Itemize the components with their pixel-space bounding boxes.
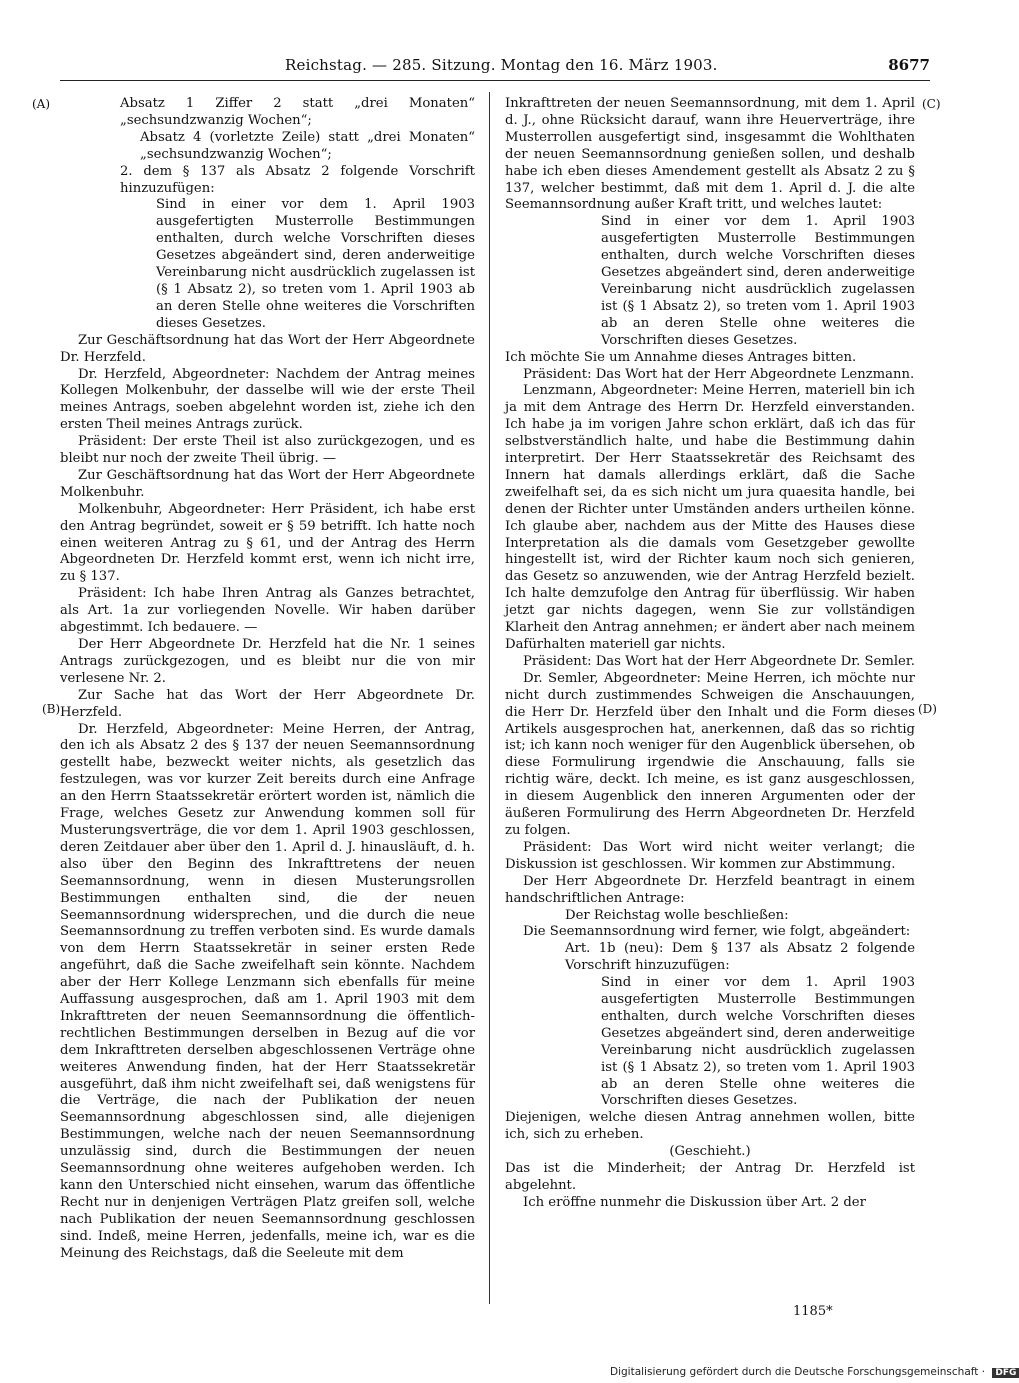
paragraph: Zur Geschäftsordnung hat das Wort der Herr Abgeordnete Molkenbuhr. bbox=[60, 467, 475, 500]
speech-herzfeld: Dr. Herzfeld, Abgeordneter: Meine Herren, der Antrag, den ich als Absatz 2 des § 137 der neuen Seemannsordnung gestellt habe, bezweckt weiter nichts, als gesetzlich das festzulegen, was vor kurzer Zeit bereits durch eine Anfrage an den Herrn Staatssekretär erörtert worden ist, nämlich die Frage, welches Gesetz zur Anwendung kommen soll für Musterungsverträge, die vor dem 1. April 1903 geschlossen, deren Zeitdauer aber über den 1. April d. J. hinausläuft, d. h. also über den Beginn des Inkrafttretens der neuen Seemannsordnung, wenn in diesen Musterungsrollen Bestimmungen enthalten sind, die der neuen Seemannsordnung widersprechen, und die durch die neue Seemannsordnung zu treffen verboten sind. Es wurde damals von dem Herrn Staatssekretär in seiner ersten Rede angeführt, daß die Sache zweifelhaft sein könnte. Nachdem aber der Herr Kollege Lenzmann sich ebenfalls für meine Auffassung ausgesprochen, daß am 1. April 1903 mit dem Inkrafttreten der neuen Seemannsordnung die öffentlich-rechtlichen Bestimmungen derselben in Bezug auf die vor dem Inkrafttreten derselben abgeschlossenen Verträge ohne weiteres Anwendung finden, hat der Herr Staatssekretär ausgeführt, daß ihm nicht zweifelhaft sei, daß wenigstens für die Verträge, die nach der Publikation der neuen Seemannsordnung abgeschlossen sind, alle diejenigen Bestimmungen, welche nach der neuen Seemannsordnung unzulässig sind, durch die Bestimmungen der neuen Seemannsordnung ohne weiteres aufgehoben werden. Ich kann den Unterschied nicht einsehen, warum das öffentliche Recht nur in denjenigen Verträgen Platz greifen soll, welche nach Publikation der neuen Seemannsordnung geschlossen sind. Indeß, meine Herren, jedenfalls, meine ich, war es die Meinung des Reichstags, daß die Seeleute mit dem bbox=[60, 721, 475, 1261]
speech-lenzmann: Lenzmann, Abgeordneter: Meine Herren, materiell bin ich ja mit dem Antrage des Herrn Dr. Herzfeld einverstanden. Ich habe ja im vorigen Jahre schon erklärt, daß ich das für selbstverständlich halte, und habe die Bestimmung dahin interpretirt. Der Herr Staatssekretär des Reichsamt des Innern hat damals allerdings erklärt, daß die Sache zweifelhaft sei, da es sich nicht um jura quaesita handle, bei denen der Richter unter Umständen anders urtheilen könne. Ich glaube aber, nachdem aus der Mitte des Hauses diese Interpretation als die damals vom Gesetzgeber gewollte hingestellt ist, wird der Richter kaum noch sich genieren, das Gesetz so anzuwenden, wie der Antrag Herzfeld bezielt. Ich halte demzufolge den Antrag für überflüssig. Wir haben jetzt gar nichts dagegen, wenn Sie zur vollständigen Klarheit den Antrag annehmen; er ändert aber nach meinem Dafürhalten materiell gar nichts. bbox=[505, 383, 915, 652]
speech-president: Präsident: Das Wort hat der Herr Abgeordnete Dr. Semler. bbox=[523, 653, 915, 669]
column-divider bbox=[489, 92, 490, 1304]
right-column bbox=[505, 96, 915, 1212]
speech-herzfeld: Dr. Herzfeld, Abgeordneter: Nachdem der Antrag meines Kollegen Molkenbuhr, der dasselbe will wie der erste Theil meines Antrags, soeben abgelehnt worden ist, ziehe ich den ersten Theil meines Antrags zurück. bbox=[60, 366, 475, 433]
margin-mark-b: (B) bbox=[42, 702, 61, 716]
paragraph: Der Herr Abgeordnete Dr. Herzfeld hat die Nr. 1 seines Antrags zurückgezogen, und es bleibt nur die von mir verlesene Nr. 2. bbox=[60, 637, 475, 686]
paragraph: Inkrafttreten der neuen Seemannsordnung, mit dem 1. April d. J., ohne Rücksicht darauf, wann ihre Heuerverträge, ihre Musterrollen ausgefertigt sind, insgesammt die Wohlthaten der neuen Seemannsordnung genießen sollen, und deshalb habe ich eben dieses Amendement gestellt als Absatz 2 zu § 137, welcher bestimmt, daß mit dem 1. April d. J. die alte Seemannsordnung außer Kraft tritt, und welches lautet: bbox=[505, 96, 915, 213]
margin-mark-d: (D) bbox=[918, 702, 937, 716]
paragraph: Der Herr Abgeordnete Dr. Herzfeld beantragt in einem handschriftlichen Antrage: bbox=[505, 873, 915, 906]
speech-semler: Dr. Semler, Abgeordneter: Meine Herren, ich möchte nur nicht durch zustimmendes Schweigen die Anschauungen, die Herr Dr. Herzfeld über den Inhalt und die Form dieses Artikels ausgesprochen hat, anerkennen, daß das so richtig ist; ich kann noch weniger für den Augenblick übersehen, ob diese Formulirung irgendwie die Anschauung, falls sie richtig wäre, deckt. Ich meine, es ist ganz ausgeschlossen, in diesem Augenblick den inneren Argumenten oder der äußeren Formulirung des Herrn Abgeordneten Dr. Herzfeld zu folgen. bbox=[505, 670, 915, 838]
speech-president: Präsident: Das Wort wird nicht weiter verlangt; die Diskussion ist geschlossen. Wir kommen zur Abstimmung. bbox=[505, 839, 915, 872]
paragraph: Absatz 1 Ziffer 2 statt „drei Monaten“ „sechsundzwanzig Wochen“; bbox=[120, 96, 475, 128]
quoted-provision: Sind in einer vor dem 1. April 1903 ausgefertigten Musterrolle Bestimmungen enthalten, durch welche Vorschriften dieses Gesetzes abgeändert sind, deren anderweitige Vereinbarung nicht ausdrücklich zugelassen ist (§ 1 Absatz 2), so treten vom 1. April 1903 ab an deren Stelle ohne weiteres die Vorschriften dieses Gesetzes. bbox=[601, 214, 915, 348]
margin-mark-c: (C) bbox=[922, 97, 941, 111]
left-column bbox=[60, 96, 475, 1263]
motion-article: Art. 1b (neu): Dem § 137 als Absatz 2 folgende Vorschrift hinzuzufügen: bbox=[565, 941, 915, 974]
paragraph: Das ist die Minderheit; der Antrag Dr. Herzfeld ist abgelehnt. bbox=[505, 1161, 915, 1193]
paragraph: Ich möchte Sie um Annahme dieses Antrages bitten. bbox=[505, 349, 857, 365]
paragraph: Zur Sache hat das Wort der Herr Abgeordnete Dr. Herzfeld. bbox=[60, 687, 475, 720]
quoted-provision: Sind in einer vor dem 1. April 1903 ausgefertigten Musterrolle Bestimmungen enthalten, durch welche Vorschriften dieses Gesetzes abgeändert sind, deren anderweitige Vereinbarung nicht ausdrücklich zugelassen ist (§ 1 Absatz 2), so treten vom 1. April 1903 ab an deren Stelle ohne weiteres die Vorschriften dieses Gesetzes. bbox=[601, 975, 915, 1109]
page-number: 8677 bbox=[888, 56, 930, 74]
paragraph: Absatz 4 (vorletzte Zeile) statt „drei Monaten“ „sechsundzwanzig Wochen“; bbox=[140, 129, 475, 162]
paragraph: Diejenigen, welche diesen Antrag annehmen wollen, bitte ich, sich zu erheben. bbox=[505, 1110, 915, 1143]
speech-president: Präsident: Ich habe Ihren Antrag als Ganzes betrachtet, als Art. 1a zur vorliegenden Novelle. Wir haben darüber abgestimmt. Ich bedauere. — bbox=[60, 586, 475, 636]
paragraph: Ich eröffne nunmehr die Diskussion über Art. 2 der bbox=[523, 1194, 866, 1210]
header-title: Reichstag. — 285. Sitzung. Montag den 16. März 1903. bbox=[285, 56, 718, 74]
signature-mark: 1185* bbox=[793, 1304, 833, 1319]
footer bbox=[610, 1366, 1019, 1378]
motion-line: Die Seemannsordnung wird ferner, wie folgt, abgeändert: bbox=[523, 924, 911, 940]
paragraph: Zur Geschäftsordnung hat das Wort der Herr Abgeordnete Dr. Herzfeld. bbox=[60, 332, 475, 365]
page-header bbox=[60, 54, 930, 81]
speech-molkenbuhr: Molkenbuhr, Abgeordneter: Herr Präsident, ich habe erst den Antrag begründet, soweit er § 59 betrifft. Ich hatte noch einen weiteren Antrag zu § 61, und der Antrag des Herrn Abgeordneten Dr. Herzfeld kommt erst, wenn ich nicht irre, zu § 137. bbox=[60, 501, 475, 585]
footer-text: Digitalisierung gefördert durch die Deutsche Forschungsgemeinschaft · bbox=[610, 1366, 986, 1378]
motion-line: Der Reichstag wolle beschließen: bbox=[565, 907, 789, 923]
stage-direction: (Geschieht.) bbox=[669, 1144, 751, 1160]
quoted-provision: Sind in einer vor dem 1. April 1903 ausgefertigten Musterrolle Bestimmungen enthalten, durch welche Vorschriften dieses Gesetzes abgeändert sind, deren anderweitige Vereinbarung nicht ausdrücklich zugelassen ist (§ 1 Absatz 2), so treten vom 1. April 1903 ab an deren Stelle ohne weiteres die Vorschriften dieses Gesetzes. bbox=[156, 197, 475, 331]
dfg-logo: DFG bbox=[992, 1368, 1019, 1378]
margin-mark-a: (A) bbox=[32, 97, 51, 111]
speech-president: Präsident: Das Wort hat der Herr Abgeordnete Lenzmann. bbox=[523, 366, 915, 382]
speech-president: Präsident: Der erste Theil ist also zurückgezogen, und es bleibt nur noch der zweite Theil übrig. — bbox=[60, 434, 475, 467]
paragraph: 2. dem § 137 als Absatz 2 folgende Vorschrift hinzuzufügen: bbox=[120, 163, 475, 196]
